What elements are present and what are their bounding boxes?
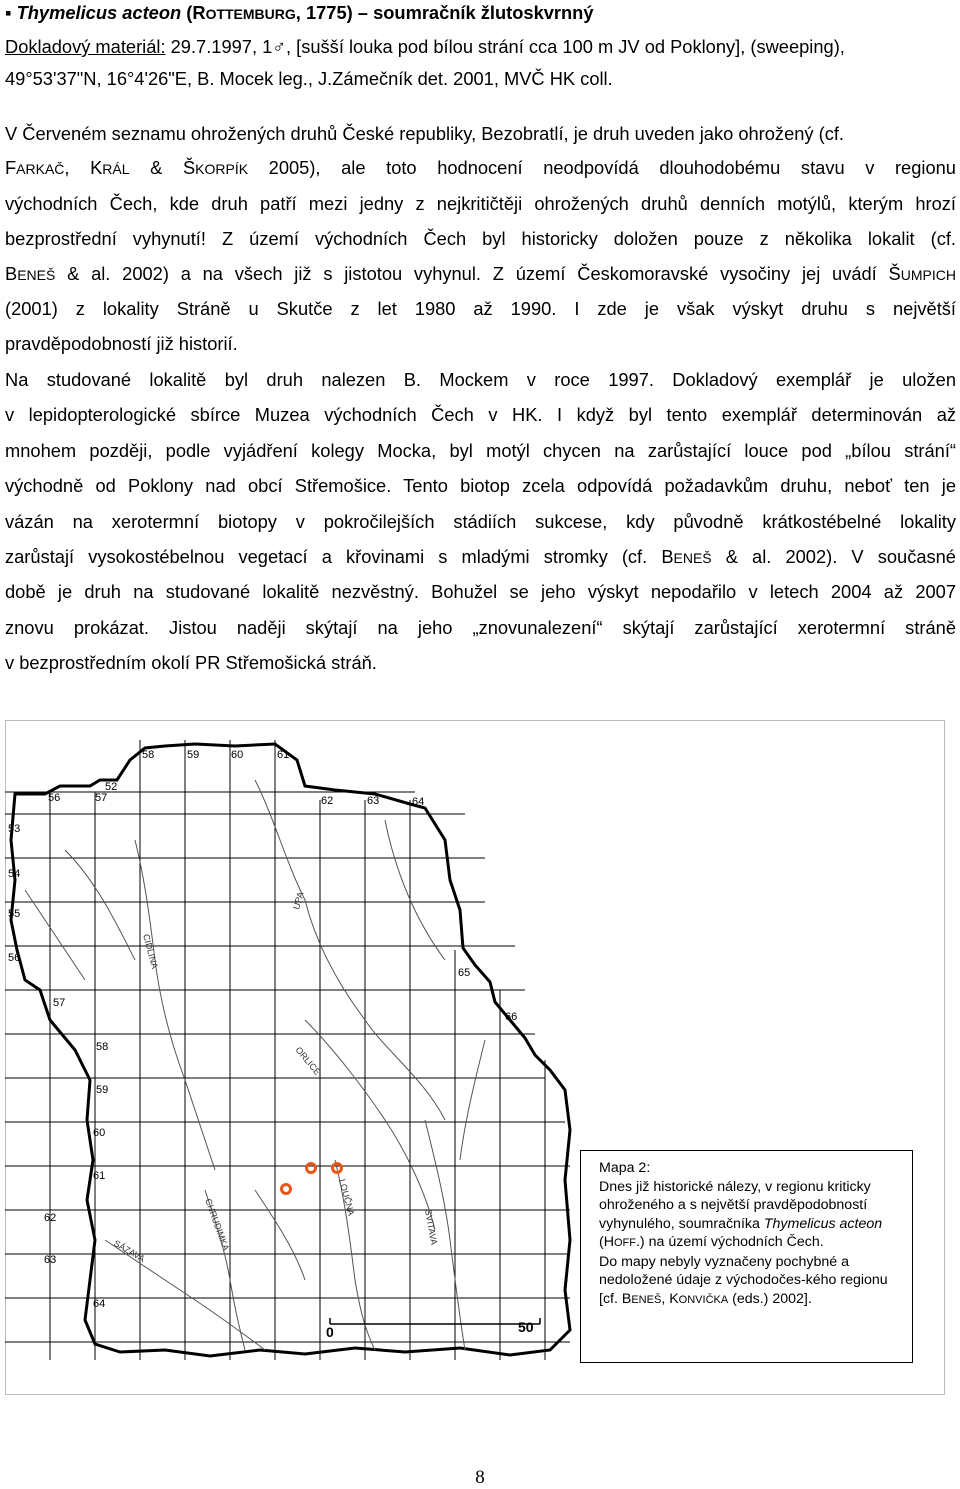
legend-text-3: [599, 1253, 900, 1310]
author-smallcaps: OTTEMBURG: [205, 6, 296, 22]
river-labels: [112, 891, 439, 1264]
p1-line-1: V Červeném seznamu ohrožených druhů České republiky, Bezobratlí, je druh uveden jako ohrožený (cf.: [5, 123, 845, 144]
legend-text-2: na území východních Čech.: [648, 1234, 824, 1250]
p1-line-4: bezprostřední vyhynutí! Z území východních Čech byl historicky doložen pouze z několika lokalit (cf.: [5, 228, 956, 249]
river-label: UPA: [291, 890, 306, 911]
p1-line-7: pravděpodobností již historií.: [5, 333, 238, 354]
grid-label: 56: [48, 792, 61, 804]
grid-label: 64: [412, 796, 425, 808]
legend-cite: K: [669, 1290, 679, 1307]
voucher-line-1: [5, 36, 845, 58]
legend-hoff-close: .): [635, 1234, 645, 1250]
grid-label: 66: [505, 1011, 518, 1023]
scale-zero: 0: [326, 1324, 334, 1340]
czech-name: soumračník žlutoskvrnný: [373, 2, 594, 23]
p1-line-2: FARKAČ, KRÁL & ŠKORPÍK 2005), ale toto hodnocení neodpovídá dlouhodobému stavu v regionu: [5, 157, 956, 178]
p1-line-5-text: & al. 2002) a na všech již s jistotou vyhynul. Z území Českomoravské vysočiny jej uvádí: [67, 263, 877, 284]
grid-label: 61: [93, 1170, 106, 1182]
p2-line-8: znovu prokázat. Jistou naději skýtají na jeho „znovunalezení“ skýtají zarůstající xerotermní stráně: [5, 617, 956, 638]
voucher-data: 29.7.1997, 1♂, [sušší louka pod bílou strání cca 100 m JV od Poklony], (sweeping),: [165, 36, 845, 57]
legend-cite-sc: ONVIČKA: [678, 1293, 729, 1306]
author-close: , 1775): [295, 2, 353, 23]
bullet: ▪: [5, 2, 12, 23]
grid-label: 65: [458, 967, 471, 979]
record-marker: [282, 1185, 291, 1194]
p2-line-2: v lepidopterologické sbírce Muzea východních Čech v HK. I když byl tento exemplář determinován až: [5, 404, 956, 425]
grid-label: 59: [187, 749, 200, 761]
dash: –: [357, 2, 368, 23]
p2-line-6: [5, 546, 956, 569]
river-label: SVITAVA: [423, 1208, 440, 1246]
grid-label: 59: [96, 1084, 109, 1096]
p2-line-6-end: & al. 2002). V současné: [725, 546, 956, 567]
river-label: SÁZAVA: [112, 1238, 147, 1264]
legend-cite: B: [621, 1290, 632, 1307]
grid-label: 54: [8, 868, 21, 880]
cite-sc: RÁL: [102, 161, 130, 177]
p2-line-7: době je druh na studované lokalitě nezvěstný. Bohužel se jeho výskyt nepodařilo v letech 2004 až 2007: [5, 581, 956, 602]
grid-label: 58: [142, 749, 155, 761]
cite-char: F: [5, 157, 17, 178]
cite-sc: ARKAČ: [16, 161, 65, 177]
p1-line-3: východních Čech, kde druh patří mezi jedny z nejkritičtěji ohrožených druhů denních motýlů, kterým hrozí: [5, 193, 956, 214]
legend-cite-sc: ENEŠ: [631, 1293, 662, 1306]
grid-label: 60: [231, 749, 244, 761]
p1-line-5: [5, 263, 956, 286]
cite-char: K: [90, 157, 103, 178]
cite-char: Š: [182, 157, 196, 178]
legend-species: Thymelicus acteon: [763, 1215, 883, 1232]
scale-fifty: 50: [518, 1319, 534, 1335]
legend-title: Mapa 2:: [599, 1160, 651, 1176]
scale-bar: [326, 1318, 540, 1340]
species-name: Thymelicus acteon: [16, 2, 182, 23]
cite-sc: UMPICH: [900, 267, 956, 283]
grid-label: 52: [105, 781, 118, 793]
p2-line-4: východně od Poklony nad obcí Střemošice. Tento biotop zcela odpovídá požadavkům druhu, neboť ten je: [5, 475, 956, 496]
grid-label: 56: [8, 952, 21, 964]
p1-line-2-text: 2005), ale toto hodnocení neodpovídá dlouhodobému stavu v regionu: [268, 157, 956, 178]
map-legend: [580, 1150, 913, 1363]
legend-hoff-open: (H: [599, 1234, 614, 1250]
grid-label: 64: [93, 1298, 106, 1310]
grid-label: 60: [93, 1127, 106, 1139]
grid-label: 57: [95, 792, 108, 804]
legend-text-1: [599, 1178, 900, 1253]
cite-sc: ENEŠ: [673, 550, 712, 566]
record-markers: [282, 1164, 342, 1194]
p2-line-5: vázán na xerotermní biotopy v pokročilejších stádiích sukcese, kdy původně krátkostébelné lokality: [5, 511, 956, 532]
voucher-line-2: 49°53'37"N, 16°4'26"E, B. Mocek leg., J.Zámečník det. 2001, MVČ HK coll.: [5, 68, 613, 89]
p2-line-6-text: zarůstají vysokostébelnou vegetací a křovinami s mladými stromky (cf.: [5, 546, 648, 567]
cite-sc: KORPÍK: [195, 161, 249, 177]
cite-char: B: [661, 546, 674, 567]
grid-label: 61: [277, 749, 290, 761]
page-number: 8: [475, 1467, 485, 1488]
river-label: ORLICE: [293, 1044, 323, 1077]
river-label: CHRUDIMKA: [203, 1197, 232, 1252]
p1-line-6: (2001) z lokality Stráně u Skutče z let 1980 až 1990. I zde je však výskyt druhu s největší: [5, 298, 956, 319]
legend-cite-sep: ,: [661, 1290, 670, 1307]
grid-label: 63: [44, 1254, 57, 1266]
grid-label: 57: [53, 997, 66, 1009]
legend-hoff-sc: OFF: [613, 1237, 636, 1249]
species-heading: [5, 2, 594, 25]
grid-label: 53: [8, 823, 21, 835]
grid-label: 55: [8, 908, 21, 920]
cite-char: B: [5, 263, 18, 284]
grid-label: 62: [44, 1212, 57, 1224]
legend-text-3-a: Do mapy nebyly vyznačeny pochybné a nedoložené údaje z východočes-kého regionu [cf.: [599, 1253, 888, 1307]
grid-label: 58: [96, 1041, 109, 1053]
grid-label: 63: [367, 795, 380, 807]
legend-text-3-end: (eds.) 2002].: [732, 1290, 812, 1307]
cite-sc: ENEŠ: [17, 267, 56, 283]
river-label: LOUČNA: [337, 1177, 357, 1217]
record-marker: [307, 1164, 316, 1173]
grid-lines: [5, 740, 570, 1360]
legend-text-1-a: Dnes již historické nálezy, v regionu kriticky ohroženého a s největší pravděpodobností vyhynulého, soumračníka: [599, 1178, 871, 1232]
author-open: (R: [186, 2, 206, 23]
p2-line-3: mnohem později, podle vyjádření kolegy Mocka, byl motýl chycen na zarůstající louce pod „bílou strání“: [5, 440, 956, 461]
cite-amp: &: [150, 157, 163, 178]
rivers: [25, 780, 485, 1350]
river-label: CIDLINA: [141, 932, 160, 970]
grid-label: 62: [321, 795, 334, 807]
p2-line-1: Na studované lokalitě byl druh nalezen B. Mockem v roce 1997. Dokladový exemplář je uložen: [5, 369, 956, 390]
voucher-label: Dokladový materiál:: [5, 36, 166, 57]
p2-line-9: v bezprostředním okolí PR Střemošická stráň.: [5, 652, 377, 673]
cite-char: Š: [888, 263, 901, 284]
